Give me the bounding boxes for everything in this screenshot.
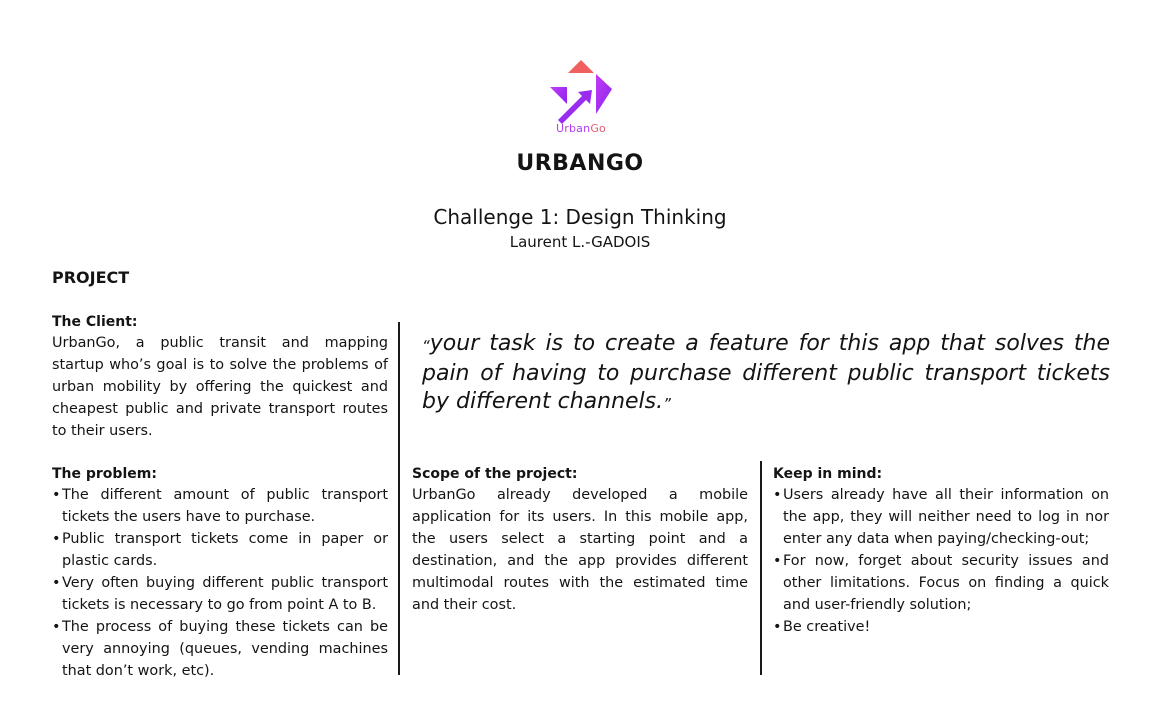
logo-top-shape [568,60,594,73]
keep-in-mind-section [773,464,1109,638]
logo-right-shape [596,74,612,114]
list-item: • Very often buying different public transport tickets is necessary to go from point A to B. [52,572,388,616]
client-section [52,312,388,442]
column-divider-right [760,461,762,675]
logo-wordmark [540,122,622,135]
logo-left-shape [550,87,567,104]
list-item: • Public transport tickets come in paper or plastic cards. [52,528,388,572]
wordmark-urban: Urban [556,122,591,135]
problem-heading: The problem: [52,466,157,482]
page-subtitle: Challenge 1: Design Thinking [433,205,727,229]
keep-in-mind-heading: Keep in mind: [773,466,883,482]
scope-text: UrbanGo already developed a mobile application for its users. In this mobile app, the users select a starting point and a destination, and the app provides different multimodal routes with the estimated time and their cost. [412,487,748,613]
column-divider-left [398,322,400,675]
client-text: UrbanGo, a public transit and mapping startup who’s goal is to solve the problems of urban mobility by offering the quickest and cheapest public and private transport routes to their users. [52,335,388,439]
wordmark-go: Go [590,122,606,135]
quote-text: your task is to create a feature for this app that solves the pain of having to purchase different public transport tickets by different channels. [422,331,1110,414]
quote-close-mark: ” [663,395,671,413]
list-item: • For now, forget about security issues and other limitations. Focus on finding a quick and user-friendly solution; [773,550,1109,616]
problem-list [52,484,388,682]
scope-section [412,464,748,616]
page-title: URBANGO [516,151,644,176]
list-item: • Users already have all their information on the app, they will neither need to log in nor enter any data when paying/checking-out; [773,484,1109,550]
project-heading: PROJECT [52,268,130,287]
scope-heading: Scope of the project: [412,466,578,482]
challenge-quote [422,330,1110,418]
author-name: Laurent L.-GADOIS [509,233,651,251]
keep-in-mind-list [773,484,1109,638]
urbango-logo [548,58,614,124]
client-heading: The Client: [52,314,138,330]
list-item: • The process of buying these tickets can be very annoying (queues, vending machines that don’t work, etc). [52,616,388,682]
problem-section [52,464,388,682]
list-item: • The different amount of public transport tickets the users have to purchase. [52,484,388,528]
list-item: • Be creative! [773,616,1109,638]
quote-open-mark: “ [422,337,430,355]
